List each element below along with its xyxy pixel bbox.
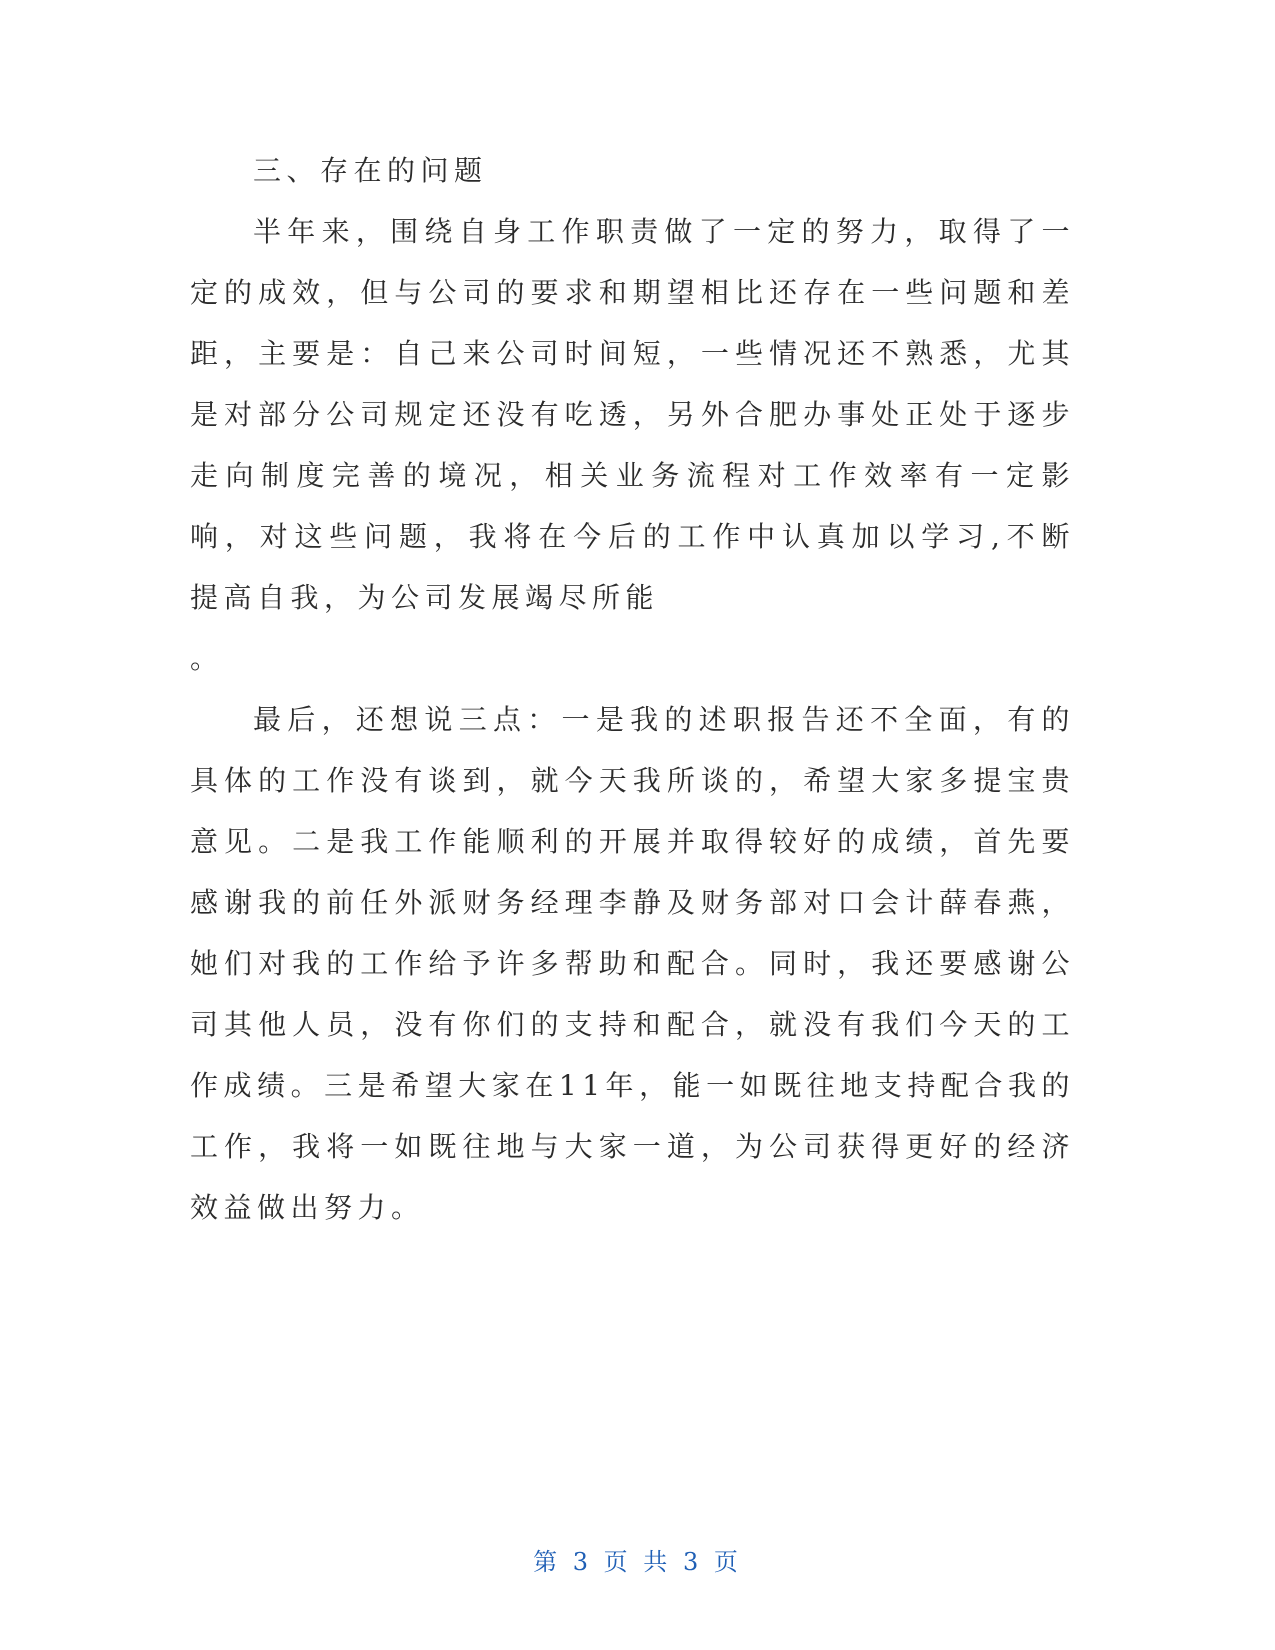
document-body xyxy=(190,140,1075,1238)
paragraph-problems-tail: 。 xyxy=(190,642,224,675)
paragraph-closing: 最后，还想说三点：一是我的述职报告还不全面，有的具体的工作没有谈到，就今天我所谈的，希望大家多提宝贵意见。二是我工作能顺利的开展并取得较好的成绩，首先要感谢我的前任外派财务经理李静及财务部对口会计薛春燕，她们对我的工作给予许多帮助和配合。同时，我还要感谢公司其他人员，没有你们的支持和配合，就没有我们今天的工作成绩。三是希望大家在11年，能一如既往地支持配合我的工作，我将一如既往地与大家一道，为公司获得更好的经济效益做出努力。 xyxy=(190,703,1075,1224)
page-number-footer: 第 3 页 共 3 页 xyxy=(533,1548,742,1576)
paragraph-problems: 半年来，围绕自身工作职责做了一定的努力，取得了一定的成效，但与公司的要求和期望相比还存在一些问题和差距，主要是：自己来公司时间短，一些情况还不熟悉，尤其是对部分公司规定还没有吃透，另外合肥办事处正处于逐步走向制度完善的境况，相关业务流程对工作效率有一定影响，对这些问题，我将在今后的工作中认真加以学习,不断提高自我，为公司发展竭尽所能 xyxy=(190,215,1075,614)
section-heading: 三、存在的问题 xyxy=(253,154,488,187)
